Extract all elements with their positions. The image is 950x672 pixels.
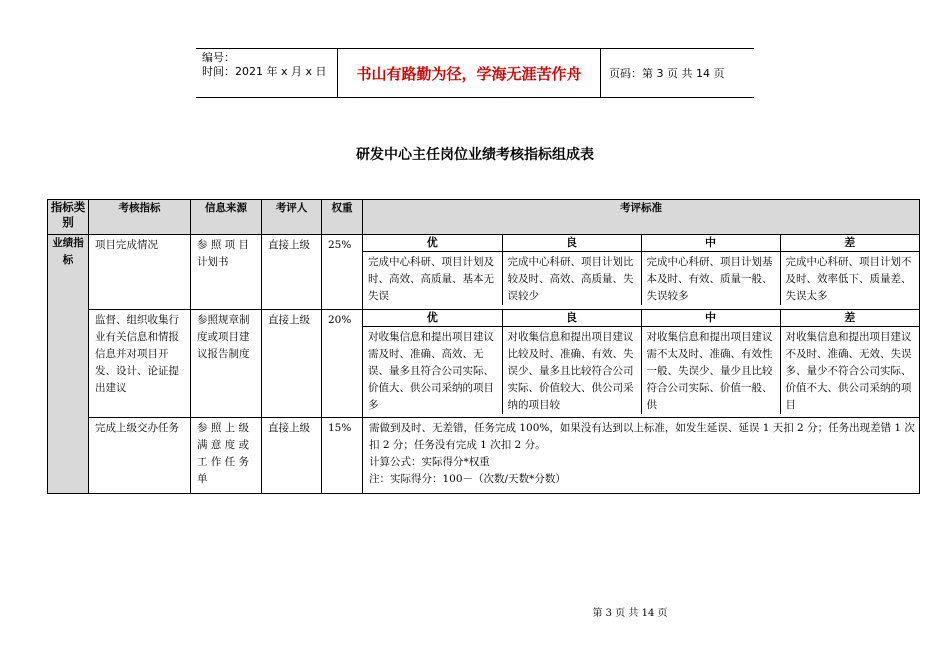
number-label: 编号： (202, 51, 235, 64)
grade-good: 良 (502, 235, 641, 252)
header-meta (196, 49, 338, 97)
criteria-cell (363, 235, 920, 310)
criteria-excellent: 完成中心科研、项目计划及时、高效、高质量、基本无失误 (368, 256, 494, 302)
page-header (196, 48, 754, 98)
header-reviewer: 考评人 (262, 200, 322, 235)
weight-cell: 15% (328, 422, 352, 434)
grade-excellent: 优 (363, 235, 502, 252)
grade-average: 中 (641, 235, 780, 252)
document-title: 研发中心主任岗位业绩考核指标组成表 (356, 147, 594, 163)
reviewer-cell: 直接上级 (268, 314, 310, 326)
weight-cell: 20% (328, 314, 352, 326)
header-weight: 权重 (322, 200, 363, 235)
grade-average: 中 (641, 310, 780, 327)
assessment-table (47, 199, 920, 494)
header-source: 信息来源 (191, 200, 262, 235)
source-cell: 参 照 项 目计划书 (197, 239, 250, 268)
criteria-excellent: 对收集信息和提出项目建议需及时、准确、高效、无误、量多且符合公司实际、价值大、供公司采纳的项目多 (368, 331, 494, 411)
formula-line: 计算公式：实际得分*权重 (369, 456, 490, 468)
standard-cell (363, 418, 920, 494)
header-page-code: 页码：第 3 页 共 14 页 (609, 67, 725, 80)
criteria-poor: 完成中心科研、项目计划不及时、效率低下、质量差、失误太多 (780, 252, 919, 306)
header-standard: 考评标准 (363, 200, 920, 235)
header-category: 指标类别 (48, 200, 89, 235)
criteria-poor: 对收集信息和提出项目建议不及时、准确、无效、失误多、量少不符合公司实际、价值不大、供公司采纳的项目 (780, 327, 919, 415)
grade-excellent: 优 (363, 310, 502, 327)
criteria-average: 完成中心科研、项目计划基本及时、有效、质量一般、失误较多 (641, 252, 780, 306)
grade-good: 良 (502, 310, 641, 327)
note-line: 注：实际得分：100－（次数/天数*分数） (369, 473, 566, 485)
reviewer-cell: 直接上级 (268, 239, 310, 251)
grade-poor: 差 (780, 310, 919, 327)
page-footer: 第 3 页 共 14 页 (592, 608, 668, 619)
grade-poor: 差 (780, 235, 919, 252)
header-indicator: 考核指标 (89, 200, 191, 235)
source-cell: 参照规章制度或项目建议报告制度 (197, 314, 250, 360)
standard-line: 需做到及时、无差错，任务完成 100%，如果没有达到以上标准，如发生延误、延误 1 天扣 2 分；任务出现差错 1 次扣 2 分；任务没有完成 1 次扣 2 分。 (369, 422, 915, 451)
criteria-good: 对收集信息和提出项目建议比较及时、准确、有效、失误少、量多且比较符合公司实际、价值较大、供公司采纳的项目较 (502, 327, 641, 415)
criteria-good: 完成中心科研、项目计划比较及时、高效、高质量、失误较少 (502, 252, 641, 306)
time-label: 时间：2021 年 x 月 x 日 (202, 65, 327, 78)
header-motto: 书山有路勤为径，学海无涯苦作舟 (338, 49, 601, 97)
table-row (48, 235, 920, 310)
criteria-average: 对收集信息和提出项目建议需不太及时、准确、有效性一般、失误少、量少且比较符合公司实际、价值一般、供 (641, 327, 780, 415)
table-row (48, 310, 920, 418)
weight-cell: 25% (328, 239, 352, 251)
indicator-cell: 监督、组织收集行业有关信息和情报信息并对项目开发、设计、论证提出建议 (95, 314, 179, 394)
criteria-cell (363, 310, 920, 418)
reviewer-cell: 直接上级 (268, 422, 310, 434)
source-cell: 参 照 上 级满 意 度 或工 作 任 务单 (197, 422, 250, 485)
table-header-row (48, 200, 920, 235)
category-cell: 业绩指标 (48, 235, 89, 494)
table-row (48, 418, 920, 494)
indicator-cell: 完成上级交办任务 (95, 422, 179, 434)
indicator-cell: 项目完成情况 (95, 239, 158, 251)
